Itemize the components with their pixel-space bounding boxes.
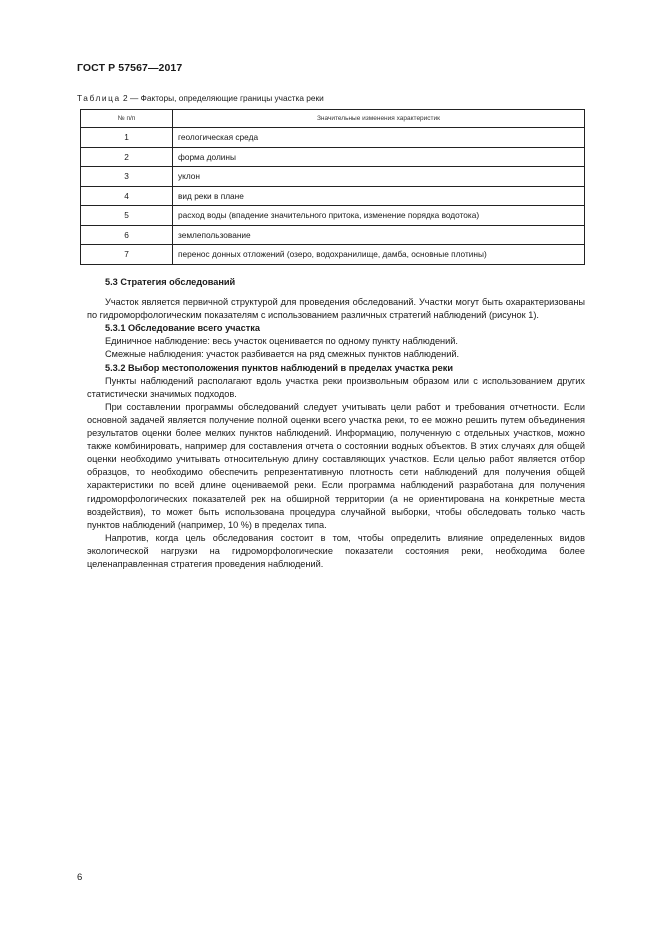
row-text: расход воды (впадение значительного притока, изменение порядка водотока) [173,206,585,226]
row-text: перенос донных отложений (озеро, водохранилище, дамба, основные плотины) [173,245,585,265]
table-row [81,128,585,148]
table-caption-word: Таблица [77,93,121,103]
factors-table [80,109,585,265]
paragraph-single-observation: Единичное наблюдение: весь участок оценивается по одному пункту наблюдений. [105,336,458,347]
table-caption-title: 2 — Факторы, определяющие границы участка реки [120,93,324,103]
heading-5-3-1: 5.3.1 Обследование всего участка [105,323,260,334]
table-caption [77,93,324,103]
paragraph-adjacent-observation: Смежные наблюдения: участок разбивается на ряд смежных пунктов наблюдений. [105,349,460,360]
paragraph-program: При составлении программы обследований следует учитывать цели работ и требования отчетности. Если основной задачей является получение полной оценки всего участка реки, то ее можно решить путем объединения результатов оценки более мелких пунктов наблюдений. Информацию, полученную с отдельных участков, можно также комбинировать, например для составления отчета о состоянии водных объектов. В этих случаях для общей оценки необходимо учитывать относительную длину составляющих участков. Если целью работ является отбор образцов, то необходимо обеспечить репрезентативную плотность сети наблюдений для получения общей характеристики по всей длине оцениваемой реки. Если программа наблюдений разработана для получения гидроморфологических показателей рек на обширной территории (а не ориентирована на конкретные места воздействия), то может быть использована процедура случайной выборки, чтобы обследовать только часть пунктов наблюдений (например, 10 %) в пределах типа. [87,401,585,530]
page-number: 6 [77,872,83,883]
row-number: 3 [81,167,173,187]
table-row [81,147,585,167]
table-row [81,245,585,265]
table-row [81,225,585,245]
row-text: уклон [173,167,585,187]
row-number: 5 [81,206,173,226]
paragraph-intro: Участок является первичной структурой для проведения обследований. Участки могут быть охарактеризованы по гидроморфологическим показателям с использованием различных стратегий наблюдений (рисунок 1). [87,297,585,321]
row-number: 2 [81,147,173,167]
row-text: форма долины [173,147,585,167]
column-header-changes: Значительные изменения характеристик [173,110,585,128]
row-number: 1 [81,128,173,148]
row-number: 6 [81,225,173,245]
heading-5-3: 5.3 Стратегия обследований [105,277,236,287]
row-number: 4 [81,186,173,206]
paragraph-targeted: Напротив, когда цель обследования состоит в том, чтобы определить влияние определенных видов экологической нагрузки на гидроморфологические показатели состояния реки, необходима более целенаправленная стратегия проведения наблюдений. [87,532,585,569]
heading-5-3-2: 5.3.2 Выбор местоположения пунктов наблюдений в пределах участка реки [105,362,453,373]
table-header-row [81,110,585,128]
section-body [87,276,585,571]
paragraph-point-placement: Пункты наблюдений располагают вдоль участка реки произвольным образом или с использованием других статистически значимых подходов. [87,375,585,399]
row-text: вид реки в плане [173,186,585,206]
column-header-number: № п/п [81,110,173,128]
row-text: геологическая среда [173,128,585,148]
standard-header: ГОСТ Р 57567—2017 [77,62,183,74]
row-number: 7 [81,245,173,265]
table-row [81,167,585,187]
row-text: землепользование [173,225,585,245]
table-row [81,206,585,226]
table-row [81,186,585,206]
